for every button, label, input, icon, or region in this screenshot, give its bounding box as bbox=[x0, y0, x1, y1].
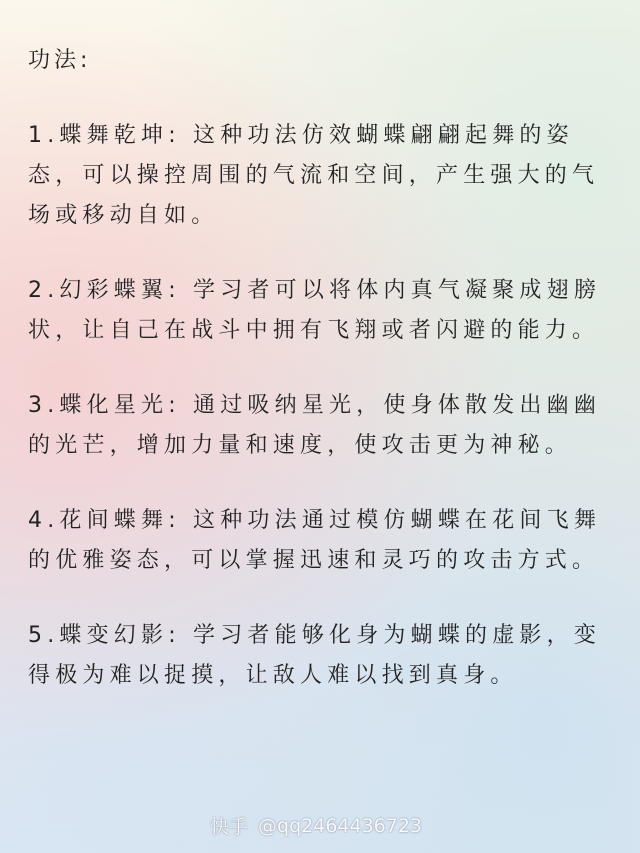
watermark-user-handle: @qq2464436723 bbox=[258, 814, 423, 837]
technique-label: 3.蝶化星光: bbox=[28, 393, 181, 418]
technique-label: 1.蝶舞乾坤: bbox=[28, 123, 181, 148]
section-heading: 功法: bbox=[28, 48, 92, 73]
technique-description: 这种功法通过模仿蝴蝶在花间飞舞的优雅姿态，可以掌握迅速和灵巧的攻击方式。 bbox=[28, 508, 602, 573]
technique-description: 学习者能够化身为蝴蝶的虚影，变得极为难以捉摸，让敌人难以找到真身。 bbox=[28, 623, 602, 688]
technique-item-5 bbox=[28, 616, 618, 696]
technique-item-2 bbox=[28, 271, 618, 351]
watermark-app-name: 快手 bbox=[210, 816, 249, 838]
article-body bbox=[28, 42, 618, 731]
technique-item-4 bbox=[28, 501, 618, 581]
technique-item-3 bbox=[28, 386, 618, 466]
kuaishou-watermark bbox=[210, 812, 422, 839]
technique-item-1 bbox=[28, 116, 618, 236]
technique-description: 通过吸纳星光，使身体散发出幽幽的光芒，增加力量和速度，使攻击更为神秘。 bbox=[28, 393, 602, 458]
technique-description: 学习者可以将体内真气凝聚成翅膀状，让自己在战斗中拥有飞翔或者闪避的能力。 bbox=[28, 278, 602, 343]
technique-label: 5.蝶变幻影: bbox=[28, 623, 181, 648]
technique-label: 4.花间蝶舞: bbox=[28, 508, 181, 533]
technique-description: 这种功法仿效蝴蝶翩翩起舞的姿态，可以操控周围的气流和空间，产生强大的气场或移动自如。 bbox=[28, 123, 600, 228]
technique-label: 2.幻彩蝶翼: bbox=[28, 278, 181, 303]
